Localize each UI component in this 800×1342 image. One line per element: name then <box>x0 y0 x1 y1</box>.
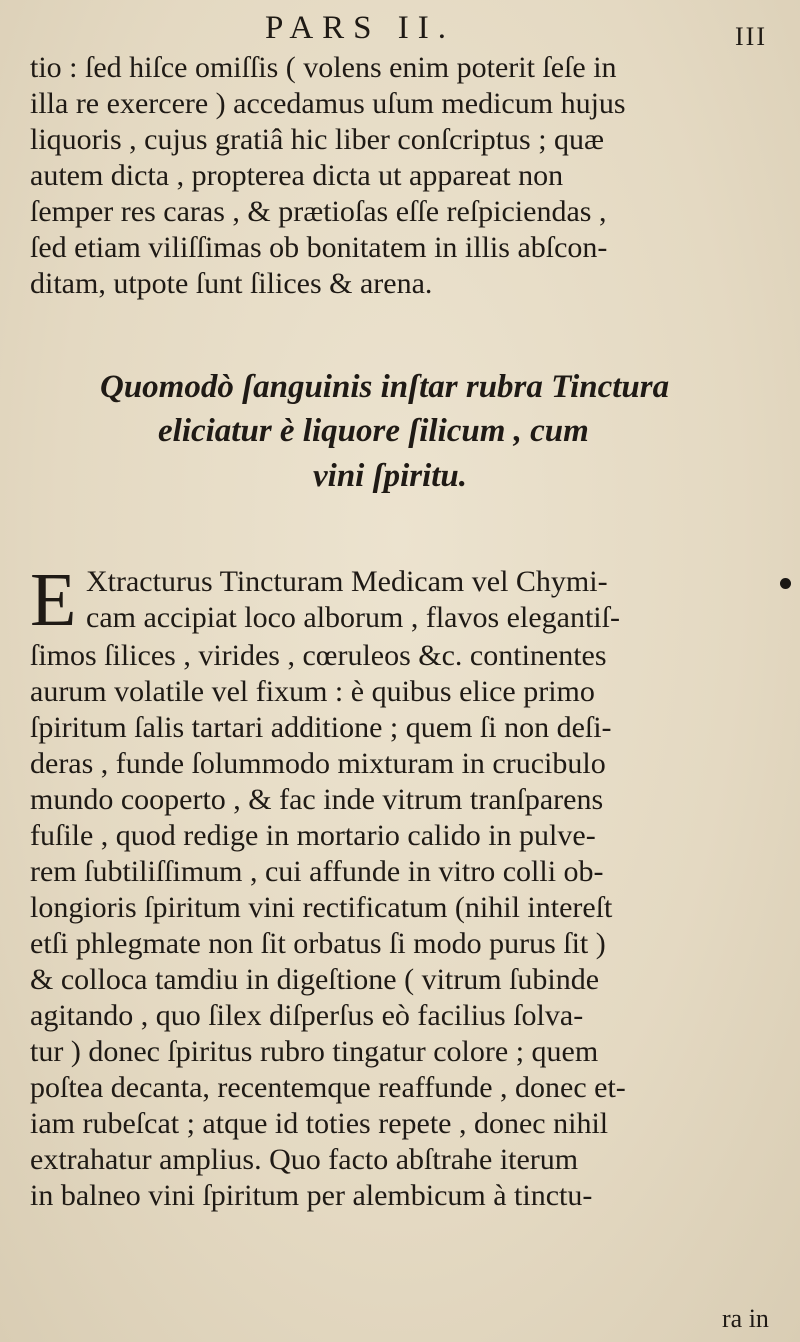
text-line: cam accipiat loco alborum , flavos elegantiſ- <box>86 601 620 634</box>
text-line: poſtea decanta, recentemque reaffunde , donec et- <box>30 1071 626 1104</box>
drop-cap: E <box>30 558 77 642</box>
text-line: ſpiritum ſalis tartari additione ; quem ſi non deſi- <box>30 711 612 744</box>
text-line: mundo cooperto , & fac inde vitrum tranſparens <box>30 783 604 816</box>
heading-line: vini ſpiritu. <box>313 458 468 494</box>
text-line: rem ſubtiliſſimum , cui affunde in vitro colli ob- <box>30 855 604 888</box>
text-line: liquoris , cujus gratiâ hic liber conſcriptus ; quæ <box>30 123 605 156</box>
text-line: deras , funde ſolummodo mixturam in crucibulo <box>30 747 606 780</box>
text-line: autem dicta , propterea dicta ut appareat non <box>30 159 564 192</box>
text-line: fuſile , quod redige in mortario calido in pulve- <box>30 819 596 852</box>
text-line: in balneo vini ſpiritum per alembicum à tinctu- <box>30 1179 593 1212</box>
text-line: ditam, utpote ſunt ſilices & arena. <box>30 267 433 300</box>
text-line: iam rubeſcat ; atque id toties repete , donec nihil <box>30 1107 609 1140</box>
text-line: extrahatur amplius. Quo facto abſtrahe iterum <box>30 1143 579 1176</box>
text-line: etſi phlegmate non ſit orbatus ſi modo purus ſit ) <box>30 927 606 960</box>
text-line: agitando , quo ſilex diſperſus eò facilius ſolva- <box>30 999 584 1032</box>
running-head: PARS II. <box>265 10 455 46</box>
text-line: aurum volatile vel fixum : è quibus elice primo <box>30 675 595 708</box>
text-line: longioris ſpiritum vini rectificatum (nihil intereſt <box>30 891 613 924</box>
text-line: Xtracturus Tincturam Medicam vel Chymi- <box>86 565 608 598</box>
heading-line: Quomodò ſanguinis inſtar rubra Tinctura <box>100 369 670 405</box>
text-line: & colloca tamdiu in digeſtione ( vitrum ſubinde <box>30 963 600 996</box>
catchword: ra in <box>722 1304 769 1333</box>
page-header <box>0 4 800 56</box>
page-number: III <box>735 22 767 51</box>
text-line: tur ) donec ſpiritus rubro tingatur colore ; quem <box>30 1035 599 1068</box>
heading-line: eliciatur è liquore ſilicum , cum <box>158 413 589 449</box>
text-line: illa re exercere ) accedamus uſum medicum hujus <box>30 87 626 120</box>
ink-spot-mark <box>780 578 791 589</box>
text-line: ſimos ſilices , virides , cœruleos &c. continentes <box>30 639 607 672</box>
text-line: ſemper res caras , & prætioſas eſſe reſpiciendas , <box>30 195 607 228</box>
text-line: ſed etiam viliſſimas ob bonitatem in illis abſcon- <box>30 231 608 264</box>
text-line: tio : ſed hiſce omiſſis ( volens enim poterit ſeſe in <box>30 51 617 84</box>
